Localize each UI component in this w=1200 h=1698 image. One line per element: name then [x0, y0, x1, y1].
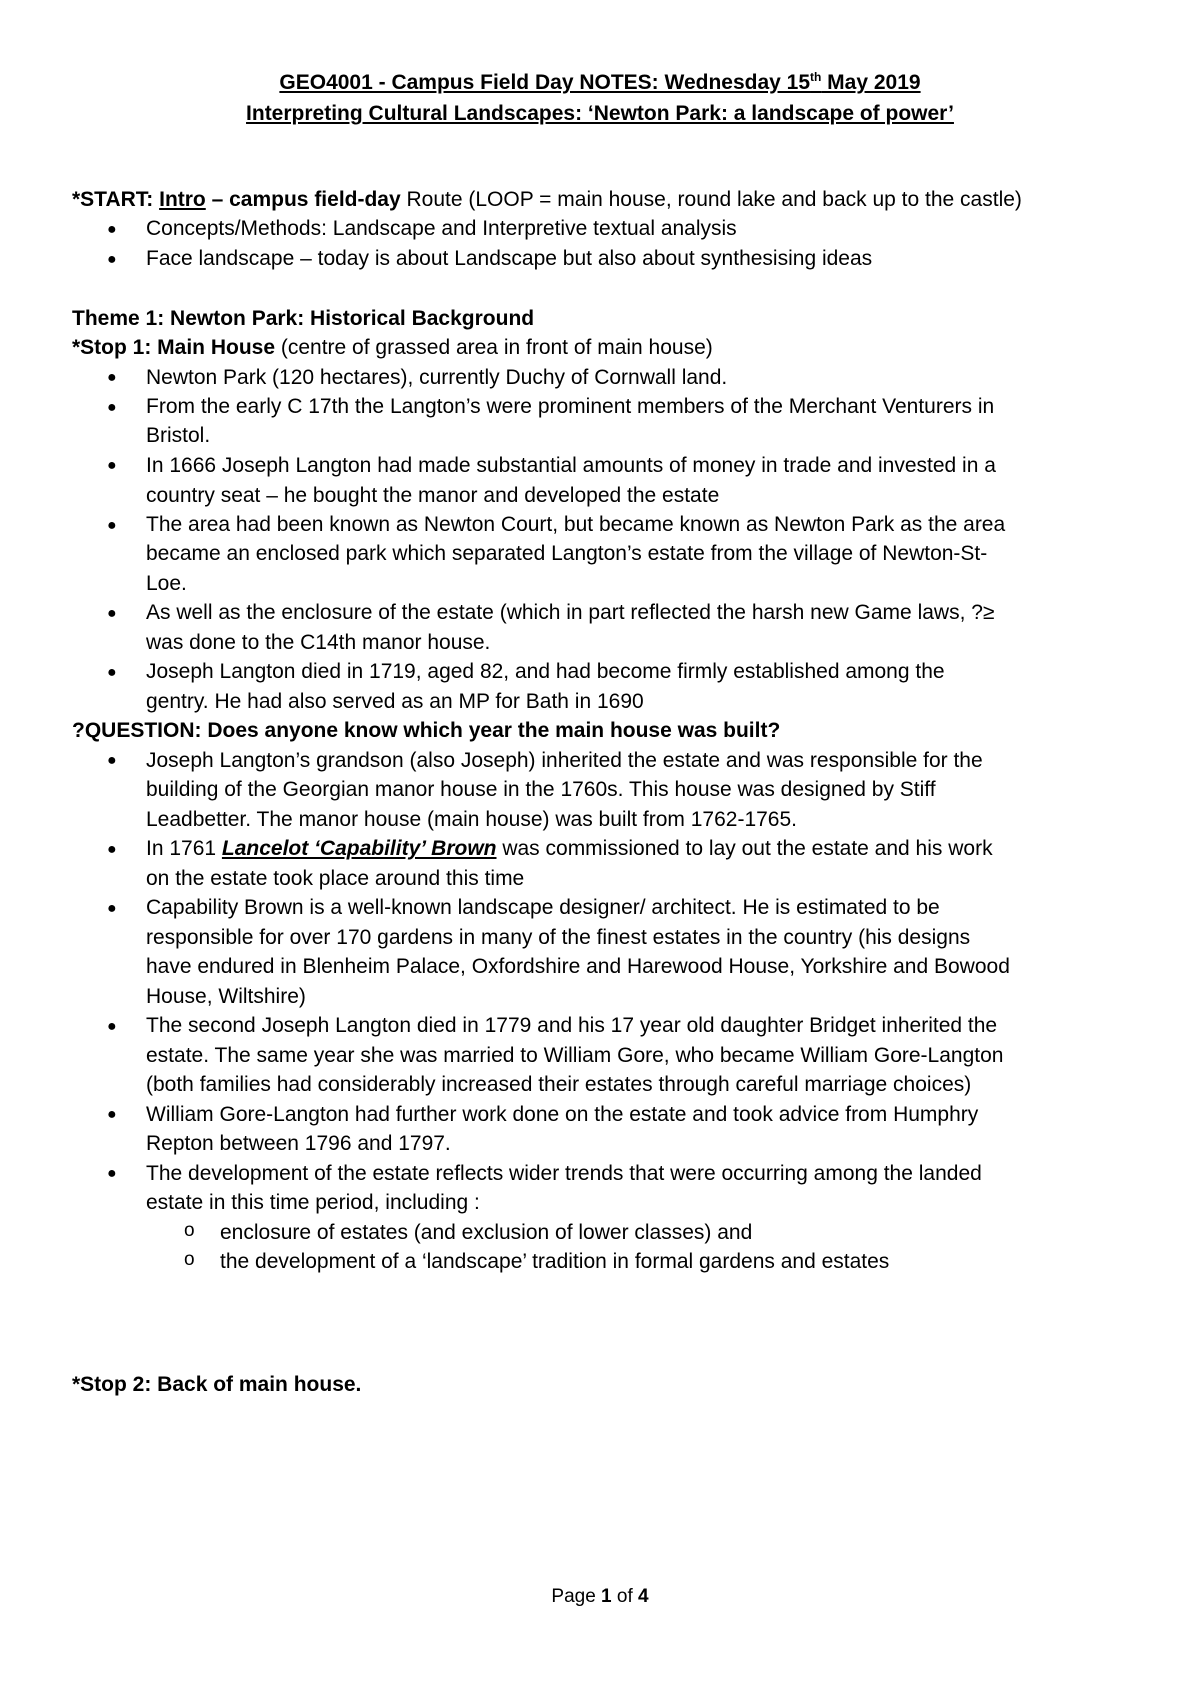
list-item-continuation: became an enclosed park which separated Langton’s estate from the village of Newton-St-: [146, 542, 988, 565]
list-item-continuation: Loe.: [146, 572, 187, 595]
list-item: The second Joseph Langton died in 1779 and his 17 year old daughter Bridget inherited the: [146, 1014, 998, 1037]
bullet-icon: ●: [107, 1018, 117, 1035]
list-item: Concepts/Methods: Landscape and Interpretive textual analysis: [146, 217, 737, 240]
capability-brown-link[interactable]: Lancelot ‘Capability’ Brown: [221, 837, 497, 860]
list-item: In 1666 Joseph Langton had made substantial amounts of money in trade and invested in a: [146, 454, 996, 477]
sub-list-item: the development of a ‘landscape’ tradition in formal gardens and estates: [220, 1250, 890, 1273]
list-item: The area had been known as Newton Court, but became known as Newton Park as the area: [146, 513, 1006, 536]
list-item: As well as the enclosure of the estate (which in part reflected the harsh new Game laws, ?≥: [146, 601, 995, 624]
list-item: Joseph Langton’s grandson (also Joseph) inherited the estate and was responsible for the: [146, 749, 983, 772]
question-line: ?QUESTION: Does anyone know which year the main house was built?: [72, 719, 781, 742]
list-item: Capability Brown is a well-known landscape designer/ architect. He is estimated to be: [146, 896, 940, 919]
list-item: Face landscape – today is about Landscape but also about synthesising ideas: [146, 247, 873, 270]
stop1-heading: *Stop 1: Main House (centre of grassed area in front of main house): [72, 336, 713, 359]
list-item-continuation: estate in this time period, including :: [146, 1191, 480, 1214]
bullet-icon: ●: [107, 1106, 117, 1123]
bullet-icon: ●: [107, 664, 117, 681]
list-item-continuation: Repton between 1796 and 1797.: [146, 1132, 451, 1155]
list-item-continuation: was done to the C14th manor house.: [146, 631, 491, 654]
document-subtitle: Interpreting Cultural Landscapes: ‘Newton Park: a landscape of power’: [246, 102, 954, 125]
theme-heading: Theme 1: Newton Park: Historical Background: [72, 307, 535, 330]
list-item: Joseph Langton died in 1719, aged 82, and had become firmly established among the: [146, 660, 945, 683]
list-item-continuation: on the estate took place around this time: [146, 867, 525, 890]
list-item-continuation: have endured in Blenheim Palace, Oxfordshire and Harewood House, Yorkshire and Bowood: [146, 955, 1010, 978]
bullet-icon: ●: [107, 517, 117, 534]
bullet-icon: ●: [107, 221, 117, 238]
start-line: *START: Intro – campus field-day Route (LOOP = main house, round lake and back up to the castle): [72, 188, 1022, 211]
document-title: GEO4001 - Campus Field Day NOTES: Wednesday 15th May 2019: [279, 70, 921, 94]
bullet-icon: ●: [107, 900, 117, 917]
list-item: The development of the estate reflects wider trends that were occurring among the landed: [146, 1162, 982, 1185]
sub-list-item: enclosure of estates (and exclusion of lower classes) and: [220, 1221, 753, 1244]
bullet-icon: ●: [107, 605, 117, 622]
bullet-icon: ●: [107, 841, 117, 858]
list-item-continuation: responsible for over 170 gardens in many of the finest estates in the country (his designs: [146, 926, 971, 949]
bullet-icon: ●: [107, 369, 117, 386]
list-item-continuation: gentry. He had also served as an MP for Bath in 1690: [146, 690, 644, 713]
stop2-heading: *Stop 2: Back of main house.: [72, 1373, 362, 1396]
bullet-icon: ●: [107, 1165, 117, 1182]
bullet-icon: ●: [107, 752, 117, 769]
list-item: From the early C 17th the Langton’s were prominent members of the Merchant Venturers in: [146, 395, 995, 418]
bullet-icon: ●: [107, 399, 117, 416]
circle-bullet-icon: o: [184, 1249, 195, 1270]
list-item-continuation: Bristol.: [146, 424, 211, 447]
bullet-icon: ●: [107, 251, 117, 268]
list-item-continuation: estate. The same year she was married to William Gore, who became William Gore-Langton: [146, 1044, 1004, 1067]
list-item-continuation: country seat – he bought the manor and developed the estate: [146, 484, 720, 507]
circle-bullet-icon: o: [184, 1220, 195, 1241]
list-item-continuation: (both families had considerably increased their estates through careful marriage choices): [146, 1073, 972, 1096]
list-item: In 1761 Lancelot ‘Capability’ Brown was commissioned to lay out the estate and his work: [146, 837, 993, 860]
page-footer: Page 1 of 4: [551, 1586, 649, 1607]
list-item-continuation: building of the Georgian manor house in the 1760s. This house was designed by Stiff: [146, 778, 936, 801]
list-item: William Gore-Langton had further work done on the estate and took advice from Humphry: [146, 1103, 979, 1126]
list-item-continuation: House, Wiltshire): [146, 985, 306, 1008]
bullet-icon: ●: [107, 457, 117, 474]
list-item-continuation: Leadbetter. The manor house (main house) was built from 1762-1765.: [146, 808, 797, 831]
list-item: Newton Park (120 hectares), currently Duchy of Cornwall land.: [146, 366, 728, 389]
